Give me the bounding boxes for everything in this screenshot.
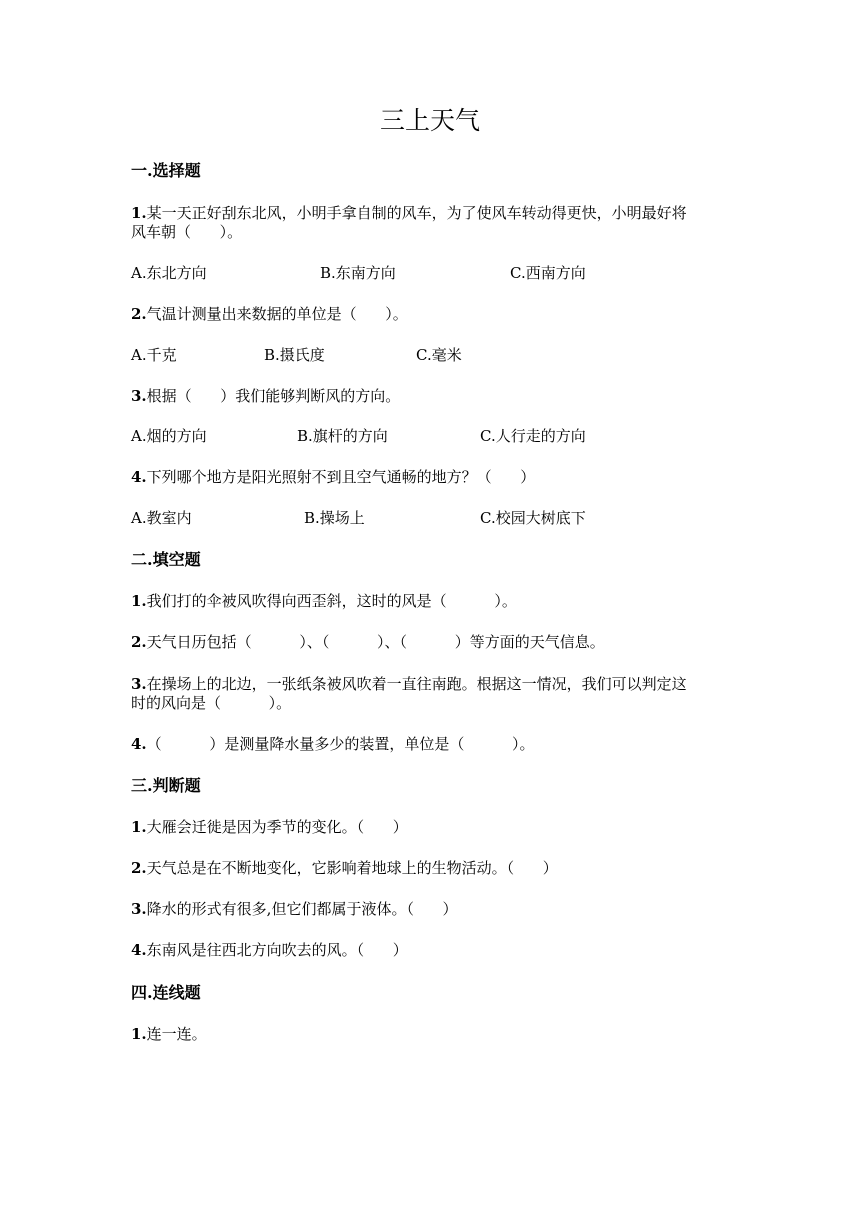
- question-text: 大雁会迁徙是因为季节的变化。（ ）: [146, 818, 408, 836]
- question-text: （ ）是测量降水量多少的装置，单位是（ ）。: [146, 735, 535, 753]
- question-text: 气温计测量出来数据的单位是（ ）。: [146, 305, 408, 323]
- question-text: 东南风是往西北方向吹去的风。（ ）: [146, 941, 408, 959]
- option-b: B.旗杆的方向: [297, 427, 388, 445]
- question-text: 连一连。: [146, 1025, 207, 1043]
- question-line: [131, 590, 517, 612]
- section-heading: 三.判断题: [131, 776, 201, 795]
- option-c: C.西南方向: [510, 264, 586, 282]
- question-line: 风车朝（ ）。: [131, 223, 243, 241]
- section-heading: 二.填空题: [131, 550, 201, 569]
- question-number: 4.: [131, 941, 147, 959]
- question-text: 降水的形式有很多,但它们都属于液体。（ ）: [146, 900, 458, 918]
- question-line: [131, 466, 535, 488]
- question-number: 1.: [131, 1025, 147, 1043]
- question-number: 1.: [131, 818, 147, 836]
- question-text: 下列哪个地方是阳光照射不到且空气通畅的地方？（ ）: [146, 468, 536, 486]
- page-title: 三上天气: [379, 106, 480, 135]
- question-text: 我们打的伞被风吹得向西歪斜，这时的风是（ ）。: [146, 592, 517, 610]
- question-number: 1.: [131, 204, 147, 222]
- question-number: 3.: [131, 387, 147, 405]
- question-number: 3.: [131, 675, 147, 693]
- question-number: 1.: [131, 592, 147, 610]
- question-line: [131, 631, 605, 653]
- question-line: [131, 385, 400, 407]
- question-line: [131, 303, 408, 325]
- option-a: A.东北方向: [131, 264, 207, 282]
- question-line: [131, 898, 458, 920]
- question-text: 某一天正好刮东北风，小明手拿自制的风车，为了使风车转动得更快，小明最好将: [146, 204, 687, 222]
- section-heading: 一.选择题: [131, 161, 201, 180]
- question-number: 2.: [131, 305, 147, 323]
- section-heading: 四.连线题: [131, 983, 201, 1002]
- question-text: 天气日历包括（ ）、（ ）、（ ）等方面的天气信息。: [146, 633, 605, 651]
- question-line: [131, 857, 558, 879]
- option-a: A.教室内: [131, 509, 192, 527]
- question-number: 3.: [131, 900, 147, 918]
- question-text: 在操场上的北边，一张纸条被风吹着一直往南跑。根据这一情况，我们可以判定这: [146, 675, 687, 693]
- question-text: 天气总是在不断地变化，它影响着地球上的生物活动。（ ）: [146, 859, 558, 877]
- option-b: B.东南方向: [320, 264, 396, 282]
- question-number: 4.: [131, 468, 147, 486]
- question-number: 2.: [131, 859, 147, 877]
- option-a: A.烟的方向: [131, 427, 207, 445]
- question-line: [131, 733, 535, 755]
- option-c: C.人行走的方向: [480, 427, 586, 445]
- option-c: C.校园大树底下: [480, 509, 586, 527]
- question-number: 4.: [131, 735, 147, 753]
- option-b: B.操场上: [304, 509, 365, 527]
- question-text: 根据（ ）我们能够判断风的方向。: [146, 387, 401, 405]
- question-line: 时的风向是（ ）。: [131, 694, 292, 712]
- question-line: [131, 1023, 207, 1045]
- question-number: 2.: [131, 633, 147, 651]
- option-a: A.千克: [131, 346, 177, 364]
- option-c: C.毫米: [416, 346, 462, 364]
- question-line: [131, 939, 408, 961]
- option-b: B.摄氏度: [264, 346, 325, 364]
- question-line: [131, 816, 408, 838]
